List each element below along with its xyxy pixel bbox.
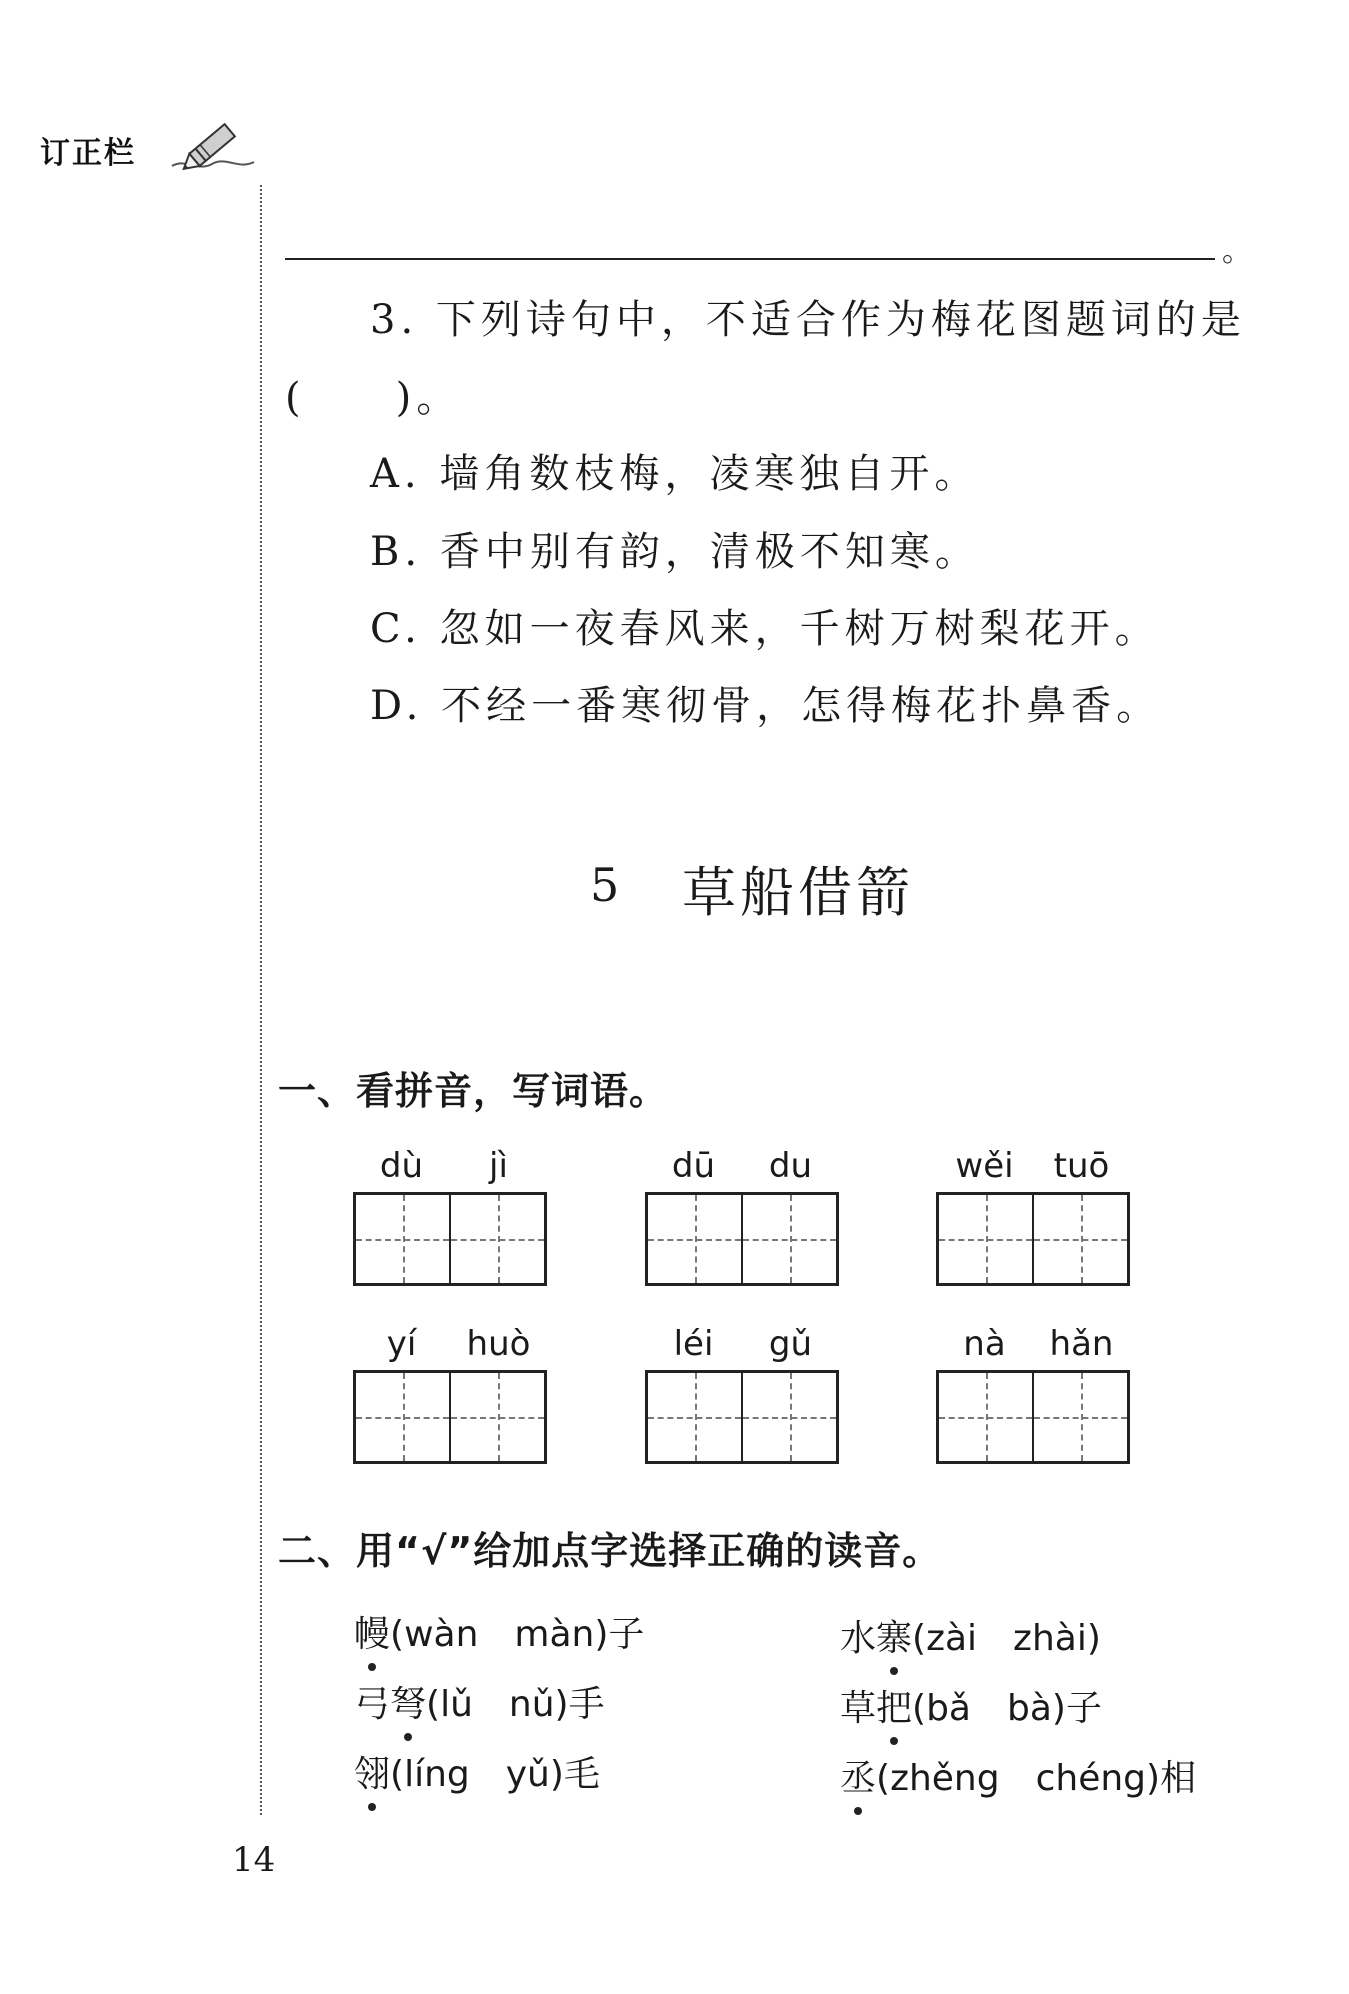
close-paren: ): [594, 1614, 609, 1655]
pinyin: dū: [671, 1146, 716, 1186]
pinyin: hǎn: [1049, 1324, 1114, 1364]
word-suffix: 子: [608, 1614, 645, 1655]
writing-box[interactable]: [939, 1373, 1032, 1461]
word-group-2: [645, 1140, 839, 1286]
writing-box[interactable]: [939, 1195, 1032, 1283]
pinyin: gǔ: [768, 1324, 813, 1364]
writing-boxes: [353, 1370, 547, 1464]
reading-item-6: [840, 1750, 1196, 1801]
word-group-4: [353, 1318, 547, 1464]
question-3-option-d: D. 不经一番寒彻骨，怎得梅花扑鼻香。: [370, 683, 1162, 729]
pinyin: wěi: [955, 1146, 1014, 1186]
word-group-3: [936, 1140, 1130, 1286]
close-paren: ): [1146, 1758, 1161, 1799]
question-3-option-c: C. 忽如一夜春风来，千树万树梨花开。: [370, 606, 1160, 652]
lesson-number: 5: [590, 858, 620, 912]
reading-option[interactable]: zhěng: [890, 1758, 1000, 1799]
word-suffix: 手: [568, 1684, 605, 1725]
word-suffix: 相: [1160, 1758, 1197, 1799]
writing-boxes: [936, 1370, 1130, 1464]
writing-box[interactable]: [1032, 1195, 1127, 1283]
open-paren: (: [912, 1688, 927, 1729]
word-prefix: 弓: [354, 1684, 391, 1725]
writing-box[interactable]: [648, 1373, 741, 1461]
dotted-character: 寨: [876, 1610, 912, 1661]
word-suffix: 毛: [563, 1754, 600, 1795]
reading-item-4: [840, 1680, 1102, 1731]
reading-item-2: [840, 1610, 1101, 1661]
close-paren: ): [1051, 1688, 1066, 1729]
pencil-icon: [168, 108, 258, 178]
close-paren: ): [1086, 1618, 1101, 1659]
open-paren: (: [876, 1758, 891, 1799]
writing-boxes: [645, 1370, 839, 1464]
question-3-option-b: B. 香中别有韵，清极不知寒。: [370, 529, 980, 575]
reading-option[interactable]: chéng: [1035, 1758, 1147, 1799]
reading-option[interactable]: nǔ: [508, 1684, 555, 1725]
open-paren: (: [912, 1618, 927, 1659]
pinyin: nà: [963, 1324, 1006, 1364]
close-paren: ): [549, 1754, 564, 1795]
question-3-stem: 3. 下列诗句中，不适合作为梅花图题词的是: [370, 297, 1246, 343]
pinyin: du: [768, 1146, 813, 1186]
reading-option[interactable]: yǔ: [505, 1754, 550, 1795]
word-prefix: 草: [840, 1688, 877, 1729]
writing-boxes: [645, 1192, 839, 1286]
word-prefix: 水: [840, 1618, 877, 1659]
open-paren: (: [390, 1754, 405, 1795]
reading-item-3: [354, 1676, 605, 1727]
reading-option[interactable]: bà: [1007, 1688, 1052, 1729]
close-paren: ): [554, 1684, 569, 1725]
pinyin: yí: [386, 1324, 417, 1364]
open-paren: (: [390, 1614, 405, 1655]
section-2-heading: 二、用“√”给加点字选择正确的读音。: [278, 1529, 942, 1573]
question-3-answer-blank[interactable]: ( )。: [285, 375, 462, 421]
pinyin: tuō: [1053, 1146, 1110, 1186]
pinyin: dù: [379, 1146, 424, 1186]
lesson-title: 草船借箭: [682, 861, 914, 924]
page-number: 14: [232, 1840, 276, 1880]
writing-box[interactable]: [741, 1195, 836, 1283]
answer-line[interactable]: [285, 258, 1215, 260]
open-paren: (: [426, 1684, 441, 1725]
dotted-character: 翎: [354, 1746, 390, 1797]
dotted-character: 把: [876, 1680, 912, 1731]
reading-option[interactable]: lǔ: [440, 1684, 473, 1725]
section-1-heading: 一、看拼音，写词语。: [278, 1069, 669, 1113]
writing-box[interactable]: [449, 1373, 544, 1461]
word-suffix: 子: [1065, 1688, 1102, 1729]
reading-option[interactable]: bǎ: [926, 1688, 971, 1729]
pinyin: jì: [489, 1146, 508, 1186]
writing-box[interactable]: [1032, 1373, 1127, 1461]
writing-boxes: [353, 1192, 547, 1286]
reading-option[interactable]: líng: [404, 1754, 470, 1795]
reading-item-5: [354, 1746, 600, 1797]
pinyin: huò: [466, 1324, 531, 1364]
writing-box[interactable]: [449, 1195, 544, 1283]
writing-box[interactable]: [356, 1195, 449, 1283]
dotted-character: 丞: [840, 1750, 876, 1801]
writing-box[interactable]: [741, 1373, 836, 1461]
reading-option[interactable]: zài: [926, 1618, 978, 1659]
answer-line-period: 。: [1222, 234, 1252, 269]
pinyin: léi: [673, 1324, 714, 1364]
word-group-6: [936, 1318, 1130, 1464]
question-3-option-a: A. 墙角数枝梅，凌寒独自开。: [370, 451, 980, 497]
writing-box[interactable]: [356, 1373, 449, 1461]
dotted-character: 弩: [390, 1676, 426, 1727]
margin-divider: [260, 185, 262, 1815]
reading-option[interactable]: màn: [514, 1614, 595, 1655]
word-group-1: [353, 1140, 547, 1286]
reading-option[interactable]: wàn: [404, 1614, 479, 1655]
reading-item-1: [354, 1606, 644, 1657]
dotted-character: 幔: [354, 1606, 390, 1657]
margin-title: 订正栏: [40, 136, 136, 171]
writing-boxes: [936, 1192, 1130, 1286]
reading-option[interactable]: zhài: [1013, 1618, 1087, 1659]
writing-box[interactable]: [648, 1195, 741, 1283]
word-group-5: [645, 1318, 839, 1464]
